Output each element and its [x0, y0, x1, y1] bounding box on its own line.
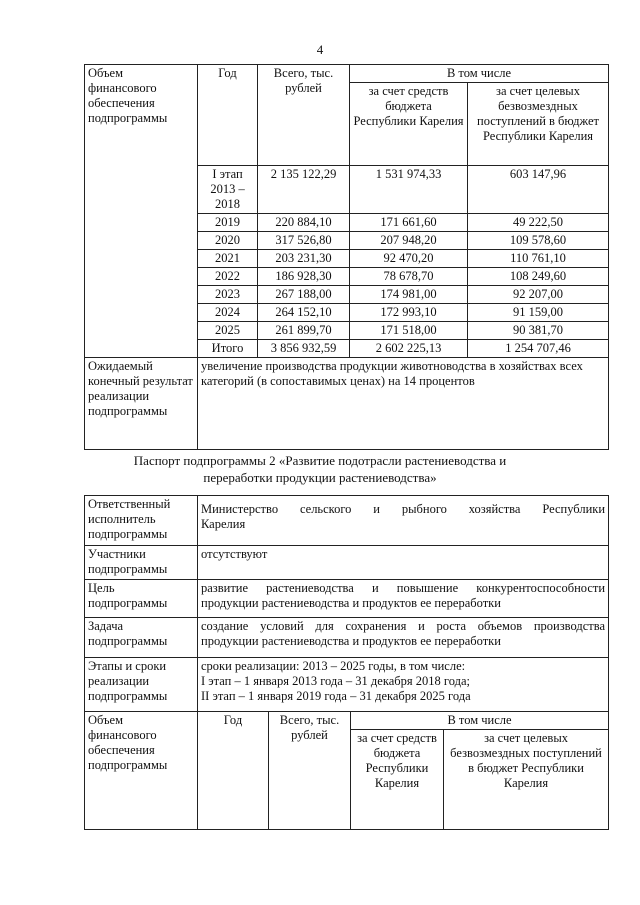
row-year: 2020 [198, 232, 258, 250]
result-label: Ожидаемый конечный результат реализации подпрограммы [85, 358, 198, 450]
passport-2-title: Паспорт подпрограммы 2 «Развитие подотрасли растениеводства и переработки продукции растениеводства» [133, 453, 507, 485]
row-total: 203 231,30 [258, 250, 350, 268]
row-year: I этап 2013 – 2018 [198, 166, 258, 214]
stages-value [198, 658, 609, 712]
participants-value: отсутствуют [198, 546, 609, 580]
row-year: 2022 [198, 268, 258, 286]
row-budget: 171 661,60 [350, 214, 468, 232]
col-budget-header-2: за счет средств бюджета Республики Карелия [351, 730, 444, 830]
passport-2-table [84, 495, 609, 830]
col-grants-header: за счет целевых безвозмездных поступлений в бюджет Республики Карелия [468, 83, 609, 166]
row-total: 186 928,30 [258, 268, 350, 286]
stages-line: сроки реализации: 2013 – 2025 годы, в том числе: [201, 659, 466, 673]
row-grants: 110 761,10 [468, 250, 609, 268]
responsible-value [198, 496, 609, 546]
task-value: создание условий для сохранения и роста объемов производства продукции растениеводства и продуктов ее переработки [198, 618, 609, 658]
responsible-label: Ответственный исполнитель подпрограммы [85, 496, 198, 546]
row-budget: 1 531 974,33 [350, 166, 468, 214]
result-text: увеличение производства продукции животноводства в хозяйствах всех категорий (в сопоставимых ценах) на 14 процентов [198, 358, 609, 450]
row-grants: 90 381,70 [468, 322, 609, 340]
col-year-header-2: Год [198, 712, 269, 830]
col-grants-header-2: за счет целевых безвозмездных поступлений в бюджет Республики Карелия [444, 730, 609, 830]
page-number: 4 [316, 42, 324, 57]
row-total: 317 526,80 [258, 232, 350, 250]
col-budget-header: за счет средств бюджета Республики Карелия [350, 83, 468, 166]
row-total: 261 899,70 [258, 322, 350, 340]
row-budget: 174 981,00 [350, 286, 468, 304]
row-total: 220 884,10 [258, 214, 350, 232]
row-year: 2019 [198, 214, 258, 232]
responsible-value-line: Министерство сельского и рыбного хозяйства Республики [201, 502, 606, 516]
goal-label: Цель подпрограммы [85, 580, 198, 618]
col-incl-header: В том числе [350, 65, 609, 83]
row-year: 2025 [198, 322, 258, 340]
participants-label: Участники подпрограммы [85, 546, 198, 580]
task-label: Задача подпрограммы [85, 618, 198, 658]
row-budget: 207 948,20 [350, 232, 468, 250]
row-grants: 49 222,50 [468, 214, 609, 232]
stages-label: Этапы и сроки реализации подпрограммы [85, 658, 198, 712]
row-total: 267 188,00 [258, 286, 350, 304]
row-year-total: Итого [198, 340, 258, 358]
stages-line: I этап – 1 января 2013 года – 31 декабря 2018 года; [201, 674, 470, 688]
goal-value: развитие растениеводства и повышение конкурентоспособности продукции растениеводства и продуктов ее переработки [198, 580, 609, 618]
financing-label-2: Объем финансового обеспечения подпрограммы [85, 712, 198, 830]
responsible-value-line: Карелия [201, 517, 246, 531]
financing-label: Объем финансового обеспечения подпрограммы [85, 65, 198, 358]
row-grants: 108 249,60 [468, 268, 609, 286]
row-year: 2024 [198, 304, 258, 322]
col-year-header: Год [198, 65, 258, 166]
row-grants: 109 578,60 [468, 232, 609, 250]
col-total-header: Всего, тыс. рублей [258, 65, 350, 166]
row-year: 2021 [198, 250, 258, 268]
row-grants: 92 207,00 [468, 286, 609, 304]
row-grants: 91 159,00 [468, 304, 609, 322]
col-incl-header-2: В том числе [351, 712, 609, 730]
row-budget: 171 518,00 [350, 322, 468, 340]
col-total-header-2: Всего, тыс. рублей [269, 712, 351, 830]
row-budget: 92 470,20 [350, 250, 468, 268]
row-total: 2 135 122,29 [258, 166, 350, 214]
row-total: 264 152,10 [258, 304, 350, 322]
stages-line: II этап – 1 января 2019 года – 31 декабря 2025 года [201, 689, 471, 703]
row-budget: 78 678,70 [350, 268, 468, 286]
row-budget: 172 993,10 [350, 304, 468, 322]
row-total: 3 856 932,59 [258, 340, 350, 358]
row-budget: 2 602 225,13 [350, 340, 468, 358]
financing-table-1 [84, 64, 609, 450]
row-grants: 603 147,96 [468, 166, 609, 214]
row-year: 2023 [198, 286, 258, 304]
row-grants: 1 254 707,46 [468, 340, 609, 358]
